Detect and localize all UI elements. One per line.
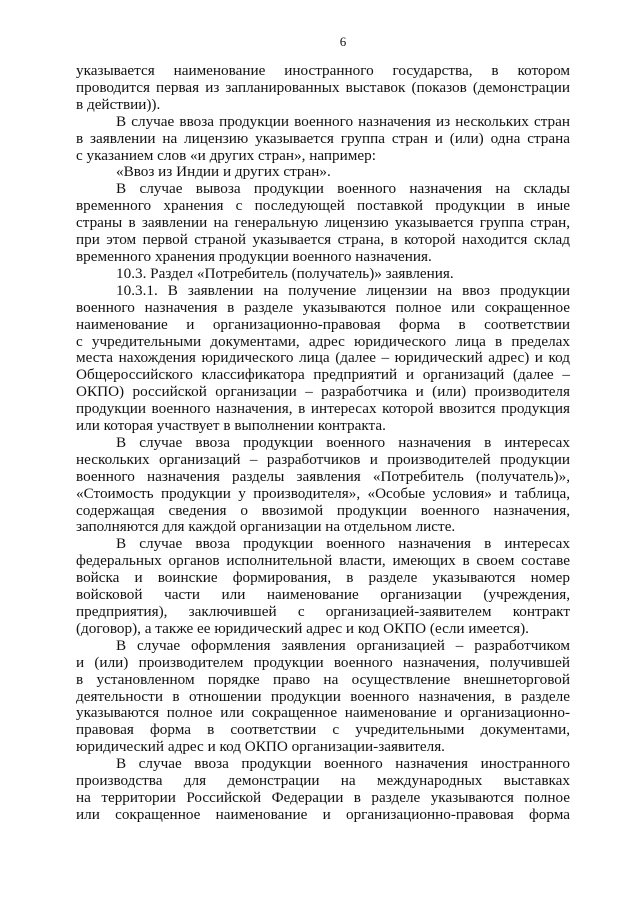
paragraph-p8: [76, 536, 570, 637]
text-line: войска и воинские формирования, в разделе указываются номер: [76, 569, 570, 587]
text-line: 10.3.1. В заявлении на получение лицензии на ввоз продукции: [116, 281, 570, 299]
text-line: В случае ввоза продукции военного назначения в интересах: [116, 535, 570, 553]
text-line: предприятия), заключившей с организацией-заявителем контракт: [76, 603, 570, 620]
text-line: продукции военного назначения, в интересах которой ввозится продукция: [76, 400, 570, 418]
paragraph-p7: [76, 435, 570, 536]
text-line: на территории Российской Федерации в разделе указываются полное: [76, 788, 570, 806]
paragraph-p4: [76, 181, 570, 266]
paragraph-p5: [76, 266, 570, 283]
text-line: места нахождения юридического лица (далее – юридический адрес) и код: [76, 349, 570, 367]
text-line: ОКПО) российской организации – разработчика и (или) производителя: [76, 383, 570, 401]
text-line: (договор), а также ее юридический адрес и код ОКПО (если имеется).: [76, 619, 529, 637]
text-line: В случае оформления заявления организацией – разработчиком: [116, 636, 570, 654]
text-line: федеральных органов исполнительной власти, имеющих в своем составе: [76, 552, 570, 570]
text-line: проводится первая из запланированных выставок (показов (демонстрации: [76, 78, 570, 96]
text-line: указываются полное или сокращенное наименование и организационно-: [76, 704, 570, 722]
paragraph-p2: [76, 114, 570, 165]
text-line: 10.3. Раздел «Потребитель (получатель)» заявления.: [116, 264, 454, 282]
text-line: наименование и организационно-правовая форма в соответствии: [76, 315, 570, 333]
text-line: или сокращенное наименование и организационно-правовая форма: [76, 805, 570, 823]
text-line: В случае ввоза продукции военного назначения в интересах: [116, 433, 570, 451]
text-line: «Стоимость продукции у производителя», «Особые условия» и таблица,: [76, 484, 570, 502]
text-line: Общероссийского классификатора предприятий и организаций (далее –: [76, 366, 570, 384]
text-line: при этом первой страной указывается страна, в которой находится склад: [76, 231, 570, 249]
text-line: с учредительными документами, адрес юридического лица в пределах: [76, 332, 570, 350]
text-line: войсковой части или наименование организации (учреждения,: [76, 586, 570, 604]
text-line: военного назначения в разделе указываются полное или сокращенное: [76, 298, 570, 316]
paragraph-p3: [76, 164, 570, 181]
page-number: 6: [339, 34, 347, 49]
text-line: юридический адрес и код ОКПО организации-заявителя.: [76, 738, 445, 756]
paragraph-p10: [76, 756, 570, 824]
text-line: или которая участвует в выполнении контракта.: [76, 417, 386, 435]
paragraph-p9: [76, 638, 570, 756]
text-line: производства для демонстрации на международных выставках: [76, 772, 570, 790]
paragraph-p1: [76, 63, 570, 114]
text-line: «Ввоз из Индии и других стран».: [116, 163, 331, 181]
text-line: временного хранения с последующей поставкой продукции в иные: [76, 197, 570, 215]
text-line: с указанием слов «и других стран», например:: [76, 146, 376, 164]
text-line: в заявлении на лицензию указывается группа стран и (или) одна страна: [76, 129, 570, 147]
text-line: указывается наименование иностранного государства, в котором: [76, 62, 570, 79]
text-line: и (или) производителем продукции военного назначения, получившей: [76, 653, 570, 671]
document-body: [76, 63, 570, 824]
text-line: нескольких организаций – разработчиков и производителей продукции: [76, 450, 570, 468]
paragraph-p6: [76, 283, 570, 435]
text-line: В случае вывоза продукции военного назначения на склады: [116, 180, 570, 198]
text-line: временного хранения продукции военного назначения.: [76, 247, 432, 265]
document-page: [76, 34, 570, 824]
text-line: военного назначения разделы заявления «Потребитель (получатель)»,: [76, 467, 570, 485]
text-line: В случае ввоза продукции военного назначения иностранного: [116, 755, 570, 773]
text-line: заполняются для каждой организации на отдельном листе.: [76, 518, 456, 536]
text-line: деятельности в отношении продукции военного назначения, в разделе: [76, 687, 570, 705]
text-line: в действии)).: [76, 95, 161, 113]
text-line: страны в заявлении на генеральную лицензию указывается группа стран,: [76, 214, 570, 232]
text-line: В случае ввоза продукции военного назначения из нескольких стран: [116, 112, 570, 130]
text-line: в установленном порядке право на осуществление внешнеторговой: [76, 670, 570, 688]
text-line: правовая форма в соответствии с учредительными документами,: [76, 721, 570, 739]
text-line: содержащая сведения о ввозимой продукции военного назначения,: [76, 501, 570, 519]
